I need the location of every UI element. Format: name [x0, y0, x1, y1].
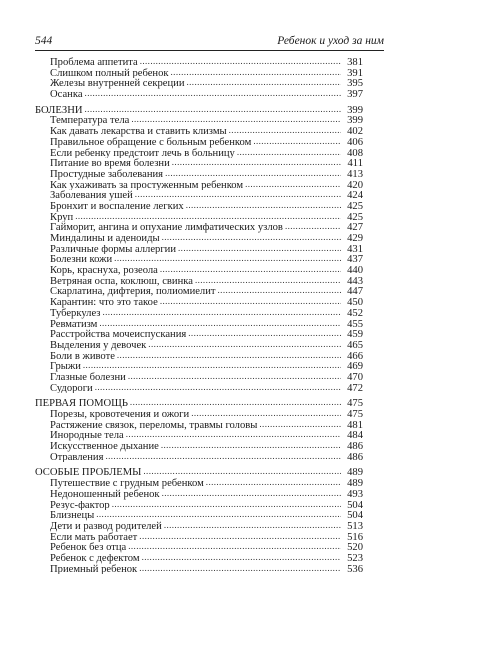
toc-entry — [35, 489, 363, 500]
toc-section-heading-page-number: 475 — [347, 398, 363, 409]
toc-entry — [35, 115, 363, 126]
toc-section-heading — [35, 467, 363, 478]
toc-entry-label: Судороги — [50, 382, 93, 394]
toc-entry-label: Искусственное дыхание — [50, 441, 159, 452]
header-rule — [35, 50, 384, 51]
toc-entry — [35, 319, 363, 330]
toc-entry-label: Ветряная оспа, коклюш, свинка — [50, 275, 193, 287]
toc-entry-label: Недоношенный ребенок — [50, 488, 160, 500]
toc-entry-label: Отравления — [50, 451, 104, 463]
toc-entry-label: Грыжи — [50, 361, 81, 372]
dot-leader — [229, 126, 341, 135]
toc-entry-label: Миндалины и аденоиды — [50, 233, 160, 244]
toc-entry — [35, 201, 363, 212]
toc-entry — [35, 521, 363, 532]
table-of-contents — [35, 57, 363, 574]
dot-leader — [112, 500, 341, 509]
dot-leader — [206, 478, 341, 487]
toc-entry-page-number: 489 — [347, 478, 363, 489]
dot-leader — [237, 148, 341, 157]
toc-entry-label: Правильное обращение с больным ребенком — [50, 136, 252, 148]
toc-entry-page-number: 481 — [347, 419, 363, 431]
dot-leader — [162, 489, 341, 498]
toc-entry-label: Заболевания ушей — [50, 190, 133, 201]
toc-section-heading — [35, 398, 363, 409]
toc-entry-page-number: 504 — [347, 510, 363, 521]
toc-entry-label: Питание во время болезни — [50, 158, 170, 169]
page-number: 544 — [35, 35, 53, 47]
toc-entry-page-number: 425 — [347, 200, 363, 212]
toc-entry-page-number: 431 — [347, 243, 363, 255]
toc-entry — [35, 372, 363, 383]
toc-entry — [35, 564, 363, 575]
toc-entry-label: Различные формы аллергии — [50, 243, 177, 255]
toc-entry — [35, 308, 363, 319]
dot-leader — [128, 372, 341, 381]
toc-entry — [35, 452, 363, 463]
toc-entry-label: Боли в животе — [50, 350, 115, 362]
toc-entry-page-number: 493 — [347, 488, 363, 500]
toc-section — [35, 398, 363, 462]
toc-entry — [35, 532, 363, 543]
toc-entry-page-number: 447 — [347, 286, 363, 298]
toc-entry-page-number: 466 — [347, 350, 363, 362]
toc-entry — [35, 89, 363, 100]
toc-entry-label: Корь, краснуха, розеола — [50, 265, 158, 276]
toc-entry-page-number: 427 — [347, 222, 363, 233]
toc-entry-label: Выделения у девочек — [50, 339, 147, 351]
dot-leader — [130, 398, 341, 407]
toc-entry-label: Карантин: что это такое — [50, 297, 158, 308]
dot-leader — [285, 222, 341, 231]
toc-entry — [35, 158, 363, 169]
toc-entry-page-number: 391 — [347, 67, 363, 79]
dot-leader — [259, 420, 341, 429]
toc-entry-label: Ребенок с дефектом — [50, 552, 140, 564]
toc-entry-page-number: 469 — [347, 361, 363, 372]
dot-leader — [114, 254, 341, 263]
toc-entry-label: Как давать лекарства и ставить клизмы — [50, 126, 227, 137]
toc-entry-page-number: 523 — [347, 552, 363, 564]
toc-entry — [35, 137, 363, 148]
toc-entry — [35, 420, 363, 431]
toc-entry-page-number: 513 — [347, 520, 363, 532]
toc-entry-page-number: 424 — [347, 190, 363, 201]
toc-entry-page-number: 516 — [347, 531, 363, 543]
toc-entry — [35, 233, 363, 244]
dot-leader — [165, 169, 341, 178]
toc-entry-page-number: 425 — [347, 211, 363, 223]
dot-leader — [126, 430, 341, 439]
toc-entry — [35, 148, 363, 159]
toc-entry-label: Дети и развод родителей — [50, 520, 162, 532]
dot-leader — [160, 297, 341, 306]
toc-entry — [35, 329, 363, 340]
dot-leader — [162, 233, 341, 242]
toc-entry-page-number: 437 — [347, 254, 363, 266]
toc-entry-page-number: 408 — [347, 147, 363, 159]
toc-entry — [35, 169, 363, 180]
toc-entry — [35, 276, 363, 287]
dot-leader — [178, 244, 341, 253]
dot-leader — [195, 276, 341, 285]
toc-entry — [35, 244, 363, 255]
dot-leader — [161, 441, 341, 450]
toc-entry — [35, 441, 363, 452]
toc-entry-label: Температура тела — [50, 115, 130, 127]
toc-entry — [35, 351, 363, 362]
dot-leader — [75, 212, 341, 221]
toc-entry-page-number: 411 — [347, 158, 363, 169]
toc-entry-page-number: 440 — [347, 265, 363, 276]
toc-entry-page-number: 399 — [347, 115, 363, 127]
toc-entry-label: Железы внутренней секреции — [50, 78, 185, 90]
toc-entry-page-number: 443 — [347, 275, 363, 287]
dot-leader — [171, 68, 341, 77]
toc-entry-page-number: 395 — [347, 78, 363, 90]
dot-leader — [117, 351, 341, 360]
toc-section — [35, 57, 363, 100]
toc-entry — [35, 222, 363, 233]
toc-entry — [35, 254, 363, 265]
dot-leader — [218, 286, 341, 295]
dot-leader — [83, 361, 341, 370]
dot-leader — [142, 553, 341, 562]
dot-leader — [143, 467, 341, 476]
toc-entry — [35, 265, 363, 276]
toc-entry — [35, 409, 363, 420]
toc-section-heading — [35, 105, 363, 116]
toc-entry-label: Глазные болезни — [50, 371, 126, 383]
toc-entry — [35, 212, 363, 223]
toc-entry-label: Порезы, кровотечения и ожоги — [50, 409, 190, 420]
toc-entry-page-number: 429 — [347, 233, 363, 244]
toc-entry — [35, 478, 363, 489]
toc-entry — [35, 361, 363, 372]
dot-leader — [253, 137, 341, 146]
toc-entry-page-number: 459 — [347, 329, 363, 340]
dot-leader — [95, 383, 341, 392]
toc-entry-page-number: 484 — [347, 430, 363, 442]
toc-entry-page-number: 486 — [347, 441, 363, 452]
toc-entry — [35, 68, 363, 79]
toc-entry-label: Осанка — [50, 89, 83, 100]
dot-leader — [85, 89, 341, 98]
toc-section — [35, 105, 363, 394]
toc-entry-label: Бронхит и воспаление легких — [50, 200, 184, 212]
toc-entry-label: Туберкулез — [50, 307, 101, 319]
toc-entry — [35, 542, 363, 553]
toc-entry-page-number: 406 — [347, 136, 363, 148]
toc-entry-page-number: 470 — [347, 371, 363, 383]
toc-entry-page-number: 472 — [347, 382, 363, 394]
toc-entry-page-number: 475 — [347, 409, 363, 420]
toc-entry-page-number: 455 — [347, 318, 363, 330]
toc-entry-label: Гайморит, ангина и опухание лимфатических узлов — [50, 222, 283, 233]
dot-leader — [148, 340, 341, 349]
toc-entry-label: Простудные заболевания — [50, 168, 164, 180]
toc-entry-page-number: 536 — [347, 563, 363, 575]
dot-leader — [245, 180, 341, 189]
toc-entry-page-number: 397 — [347, 89, 363, 100]
toc-entry-label: Путешествие с грудным ребенком — [50, 478, 204, 489]
dot-leader — [160, 265, 341, 274]
toc-entry-label: Ребенок без отца — [50, 542, 127, 553]
toc-entry — [35, 180, 363, 191]
toc-entry-page-number: 486 — [347, 451, 363, 463]
dot-leader — [139, 564, 341, 573]
toc-entry-page-number: 420 — [347, 179, 363, 191]
toc-entry-page-number: 402 — [347, 126, 363, 137]
toc-entry-label: Как ухаживать за простуженным ребенком — [50, 179, 244, 191]
toc-entry-page-number: 381 — [347, 57, 363, 68]
page-header — [35, 35, 384, 49]
dot-leader — [128, 542, 341, 551]
toc-entry-page-number: 520 — [347, 542, 363, 553]
dot-leader — [191, 409, 341, 418]
toc-entry-label: Проблема аппетита — [50, 57, 138, 68]
toc-entry-label: Болезни кожи — [50, 254, 113, 266]
toc-entry-page-number: 452 — [347, 307, 363, 319]
toc-entry — [35, 297, 363, 308]
toc-entry-label: Слишком полный ребенок — [50, 67, 169, 79]
dot-leader — [188, 329, 341, 338]
toc-section-heading-label: ОСОБЫЕ ПРОБЛЕМЫ — [35, 467, 142, 479]
toc-entry — [35, 430, 363, 441]
toc-entry-label: Скарлатина, дифтерия, полиомиелит — [50, 286, 216, 298]
toc-entry-label: Ревматизм — [50, 318, 98, 330]
dot-leader — [186, 201, 341, 210]
toc-entry — [35, 57, 363, 68]
dot-leader — [85, 105, 341, 114]
dot-leader — [135, 190, 341, 199]
toc-entry-label: Расстройства мочеиспускания — [50, 329, 187, 340]
dot-leader — [140, 57, 341, 66]
toc-entry-label: Резус-фактор — [50, 499, 110, 511]
dot-leader — [164, 521, 341, 530]
toc-entry — [35, 126, 363, 137]
toc-entry — [35, 553, 363, 564]
toc-section-heading-page-number: 399 — [347, 104, 363, 116]
dot-leader — [131, 115, 341, 124]
toc-entry-label: Круп — [50, 211, 74, 223]
toc-section-heading-page-number: 489 — [347, 467, 363, 479]
dot-leader — [187, 78, 342, 87]
toc-entry — [35, 383, 363, 394]
toc-section-heading-label: ПЕРВАЯ ПОМОЩЬ — [35, 398, 128, 409]
toc-entry — [35, 510, 363, 521]
toc-entry-page-number: 465 — [347, 339, 363, 351]
running-title: Ребенок и уход за ним — [277, 35, 384, 47]
dot-leader — [96, 510, 341, 519]
dot-leader — [102, 308, 341, 317]
toc-entry-label: Если мать работает — [50, 531, 138, 543]
toc-entry — [35, 190, 363, 201]
dot-leader — [99, 319, 341, 328]
toc-entry — [35, 340, 363, 351]
toc-entry — [35, 286, 363, 297]
toc-entry — [35, 500, 363, 511]
toc-entry-label: Инородные тела — [50, 430, 124, 442]
toc-entry-label: Близнецы — [50, 510, 95, 521]
toc-entry-page-number: 413 — [347, 168, 363, 180]
toc-entry-page-number: 504 — [347, 499, 363, 511]
dot-leader — [105, 452, 341, 461]
dot-leader — [139, 532, 341, 541]
toc-entry-label: Растяжение связок, переломы, травмы головы — [50, 419, 258, 431]
dot-leader — [172, 158, 341, 167]
toc-entry-label: Приемный ребенок — [50, 563, 138, 575]
toc-section-heading-label: БОЛЕЗНИ — [35, 104, 83, 116]
toc-section — [35, 467, 363, 574]
toc-entry — [35, 78, 363, 89]
toc-entry-page-number: 450 — [347, 297, 363, 308]
toc-entry-label: Если ребенку предстоит лечь в больницу — [50, 147, 235, 159]
